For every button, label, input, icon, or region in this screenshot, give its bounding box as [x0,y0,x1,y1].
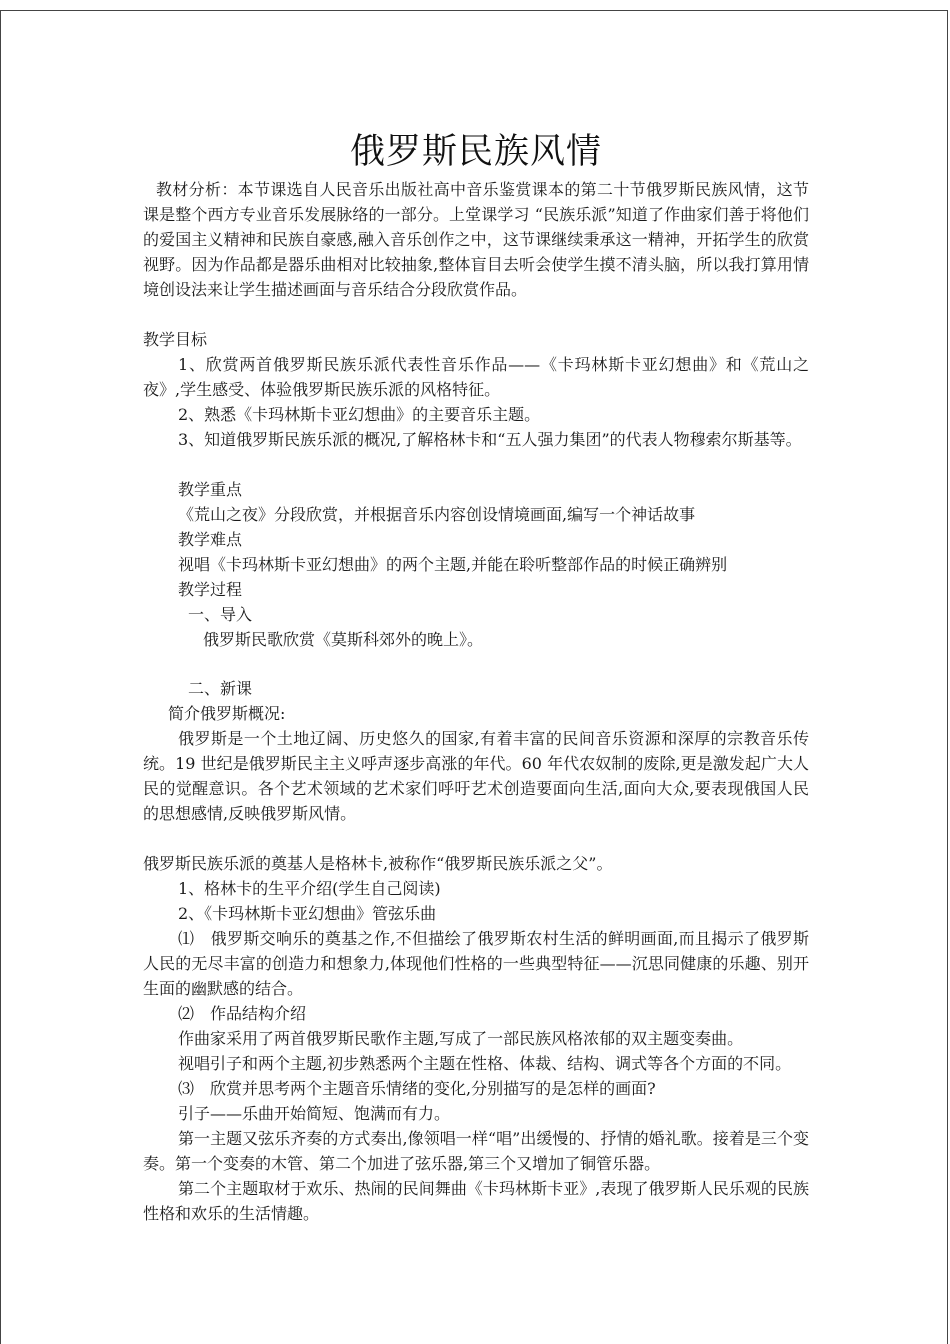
key-heading: 教学重点 [178,480,243,499]
founder-paragraph: 俄罗斯民族乐派的奠基人是格林卡,被称作“俄罗斯民族乐派之父”。 [143,854,613,873]
goals-heading: 教学目标 [143,330,208,349]
point-3-paragraph: ⑶ 欣赏并思考两个主题音乐情绪的变化,分别描写的是怎样的画面? [178,1079,656,1098]
theme-1-paragraph: 第一主题又弦乐齐奏的方式奏出,像领唱一样“唱”出缓慢的、抒情的婚礼歌。接着是三个变奏。第一个变奏的木管、第二个加进了弦乐器,第三个又增加了铜管乐器。 [143,1129,809,1173]
glinka-item-1: 1、格林卡的生平介绍(学生自己阅读) [178,879,441,898]
key-text: 《荒山之夜》分段欣赏，并根据音乐内容创设情境画面,编写一个神话故事 [178,505,696,524]
theme-2-paragraph: 第二个主题取材于欢乐、热闹的民间舞曲《卡玛林斯卡亚》,表现了俄罗斯人民乐观的民族性格和欢乐的生活情趣。 [143,1179,809,1223]
structure-line-2: 视唱引子和两个主题,初步熟悉两个主题在性格、体裁、结构、调式等各个方面的不同。 [178,1054,792,1073]
intro-heading: 一、导入 [188,605,253,624]
intro-theme-line: 引子——乐曲开始简短、饱满而有力。 [178,1104,451,1123]
analysis-paragraph: 教材分析：本节课选自人民音乐出版社高中音乐鉴赏课本的第二十节俄罗斯民族风情，这节课是整个西方专业音乐发展脉络的一部分。上堂课学习 “民族乐派”知道了作曲家们善于将他们的爱国主义精神和民族自豪感,融入音乐创作之中，这节课继续秉承这一精神，开拓学生的欣赏视野。因为作品都是器乐曲相对比较抽象,整体盲目去听会使学生摸不清头脑，所以我打算用情境创设法来让学生描述画面与音乐结合分段欣赏作品。 [143,180,809,299]
goal-item-1: 1、欣赏两首俄罗斯民族乐派代表性音乐作品——《卡玛林斯卡亚幻想曲》和《荒山之夜》,学生感受、体验俄罗斯民族乐派的风格特征。 [143,355,809,399]
process-heading: 教学过程 [178,580,243,599]
russia-paragraph: 俄罗斯是一个土地辽阔、历史悠久的国家,有着丰富的民间音乐资源和深厚的宗教音乐传统。19 世纪是俄罗斯民主主义呼声逐步高涨的年代。60 年代农奴制的废除,更是激发起广大人民的觉醒意识。各个艺术领域的艺术家们呼吁艺术创造要面向生活,面向大众,要表现俄国人民的思想感情,反映俄罗斯风情。 [143,729,809,823]
glinka-item-2: 2、《卡玛林斯卡亚幻想曲》管弦乐曲 [178,904,437,923]
russia-heading: 简介俄罗斯概况: [168,704,286,723]
goal-item-3: 3、知道俄罗斯民族乐派的概况,了解格林卡和“五人强力集团”的代表人物穆索尔斯基等。 [178,430,802,449]
intro-text: 俄罗斯民歌欣赏《莫斯科郊外的晚上》。 [203,630,484,649]
document-title: 俄罗斯民族风情 [349,132,602,172]
difficulty-text: 视唱《卡玛林斯卡亚幻想曲》的两个主题,并能在聆听整部作品的时候正确辨别 [178,555,728,574]
structure-line-1: 作曲家采用了两首俄罗斯民歌作主题,写成了一部民族风格浓郁的双主题变奏曲。 [178,1029,744,1048]
goal-item-2: 2、熟悉《卡玛林斯卡亚幻想曲》的主要音乐主题。 [178,405,541,424]
point-1-paragraph: ⑴ 俄罗斯交响乐的奠基之作,不但描绘了俄罗斯农村生活的鲜明画面,而且揭示了俄罗斯人民的无尽丰富的创造力和想象力,体现他们性格的一些典型特征——沉思同健康的乐趣、别开生面的幽默感的结合。 [143,929,809,998]
difficulty-heading: 教学难点 [178,530,243,549]
point-2-heading: ⑵ 作品结构介绍 [178,1004,307,1023]
new-lesson-heading: 二、新课 [188,679,253,698]
